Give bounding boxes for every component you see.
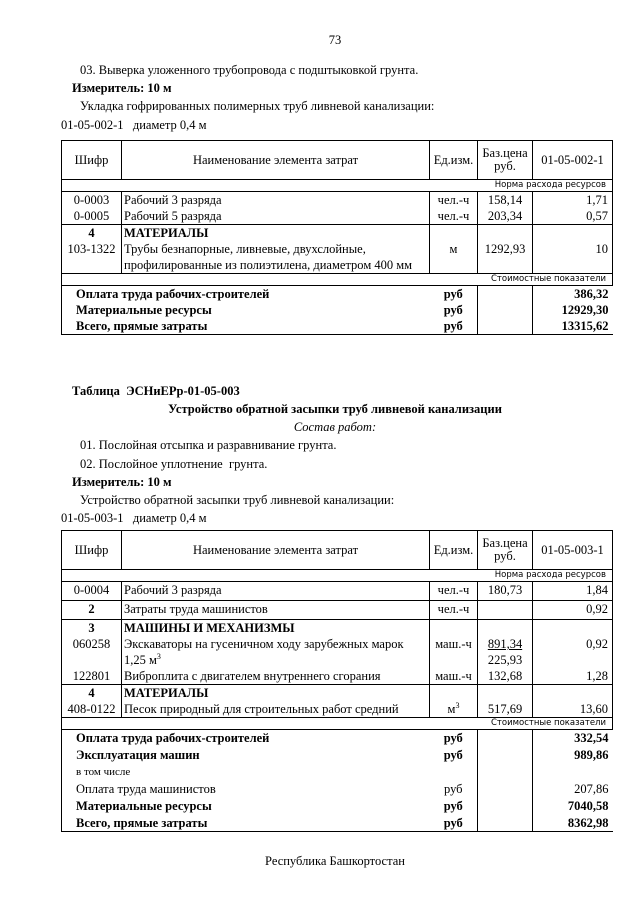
cell-name: Виброплита с двигателем внутреннего сгорания <box>124 669 381 683</box>
header-name: Наименование элемента затрат <box>122 141 430 180</box>
cell-code: 103-1322 <box>67 242 116 256</box>
cell-unit: чел.-ч <box>430 208 478 225</box>
cell-name: Затраты труда машинистов <box>122 601 430 620</box>
total-label: Оплата труда рабочих-строителей <box>62 286 430 303</box>
cell-price: 517,69 <box>487 702 523 716</box>
cell-price-wage: 225,93 <box>487 653 523 667</box>
total-label: Материальные ресурсы <box>62 302 430 318</box>
total-value: 989,86 <box>574 747 609 762</box>
table-row <box>62 192 613 209</box>
work-item: 02. Послойное уплотнение грунта. <box>80 457 268 471</box>
cell-code: 0-0004 <box>62 582 122 601</box>
cell-name: Экскаваторы на гусеничном ходу зарубежных марок 1,25 м <box>124 637 404 667</box>
cell-unit: м <box>430 225 478 274</box>
total-unit: руб <box>443 781 463 796</box>
section-subheading: Состав работ: <box>293 420 377 434</box>
total-unit: руб <box>430 815 478 832</box>
group-name: МАТЕРИАЛЫ <box>124 686 209 700</box>
cell-name: Песок природный для строительных работ средний <box>124 702 399 716</box>
table-header <box>62 141 613 180</box>
code-line: 01-05-003-1 диаметр 0,4 м <box>61 511 207 525</box>
group-name: МАТЕРИАЛЫ <box>124 226 209 240</box>
meter: Измеритель: 10 м <box>72 81 172 95</box>
cell-code: 060258 <box>72 637 111 651</box>
total-value: 7040,58 <box>567 798 609 813</box>
cell-unit: чел.-ч <box>430 601 478 620</box>
work-item: 03. Выверка уложенного трубопровода с подштыковкой грунта. <box>80 63 419 77</box>
total-row <box>62 302 613 318</box>
total-row <box>62 764 613 781</box>
total-unit: руб <box>443 303 463 317</box>
total-unit: руб <box>443 747 463 762</box>
description: Устройство обратной засыпки труб ливневой канализации: <box>80 493 395 507</box>
cell-unit: маш.-ч <box>435 669 472 683</box>
total-label: в том числе <box>62 764 430 781</box>
code-line: 01-05-002-1 диаметр 0,4 м <box>61 118 207 132</box>
header-value: 01-05-003-1 <box>533 531 613 570</box>
total-value: 8362,98 <box>533 815 613 832</box>
cell-value: 1,84 <box>533 582 613 601</box>
group-code: 3 <box>88 621 95 635</box>
total-value: 207,86 <box>574 781 609 796</box>
total-value: 332,54 <box>574 731 609 745</box>
total-row <box>62 286 613 303</box>
total-value: 13315,62 <box>533 318 613 335</box>
cell-value: 0,92 <box>586 637 608 651</box>
total-label: Всего, прямые затраты <box>62 318 430 335</box>
total-row <box>62 781 613 798</box>
group-code: 4 <box>88 686 95 700</box>
total-value: 386,32 <box>574 287 609 301</box>
header-value: 01-05-002-1 <box>533 141 613 180</box>
cell-code: 0-0003 <box>62 192 122 209</box>
cell-name: Рабочий 3 разряда <box>122 582 430 601</box>
total-unit: руб <box>443 731 463 745</box>
work-item: 01. Послойная отсыпка и разравнивание грунта. <box>80 438 337 452</box>
cell-name: Трубы безнапорные, ливневые, двухслойные, профилированные из полиэтилена, диаметром 400 мм <box>124 242 413 272</box>
total-unit: руб <box>443 798 463 813</box>
header-code: Шифр <box>62 141 122 180</box>
cell-price: 132,68 <box>487 669 523 683</box>
total-unit: руб <box>443 287 463 301</box>
header-price: Баз.цена руб. <box>478 531 533 570</box>
total-label: Всего, прямые затраты <box>62 815 430 832</box>
cost-label: Стоимостные показатели <box>62 274 613 286</box>
superscript-3: 3 <box>455 700 460 710</box>
cell-unit: м <box>447 702 456 716</box>
cell-price: 1292,93 <box>478 225 533 274</box>
section-heading: Устройство обратной засыпки труб ливневой канализации <box>168 402 502 416</box>
resource-table-1 <box>61 140 613 335</box>
cell-price: 203,34 <box>478 208 533 225</box>
table-row <box>62 582 613 601</box>
total-row <box>62 730 613 747</box>
group-code: 4 <box>88 226 95 240</box>
cell-value: 1,71 <box>533 192 613 209</box>
table-row-materials <box>62 685 613 718</box>
cell-name: Рабочий 3 разряда <box>122 192 430 209</box>
total-row <box>62 798 613 815</box>
cell-value: 10 <box>533 225 613 274</box>
resource-table-2 <box>61 530 613 832</box>
header-name: Наименование элемента затрат <box>122 531 430 570</box>
cell-unit: чел.-ч <box>430 192 478 209</box>
cell-code: 408-0122 <box>67 702 116 716</box>
cell-code: 2 <box>62 601 122 620</box>
cell-value: 0,57 <box>533 208 613 225</box>
header-code: Шифр <box>62 531 122 570</box>
cell-code: 0-0005 <box>62 208 122 225</box>
table-row-machines <box>62 620 613 685</box>
cell-value: 13,60 <box>579 702 608 716</box>
total-row <box>62 747 613 764</box>
page-number: 73 <box>328 33 342 47</box>
total-label: Оплата труда рабочих-строителей <box>62 730 430 747</box>
cell-name: Рабочий 5 разряда <box>122 208 430 225</box>
table-row <box>62 208 613 225</box>
table-title: Таблица ЭСНиЕРр-01-05-003 <box>72 384 240 398</box>
cell-value: 1,28 <box>586 669 608 683</box>
total-row <box>62 815 613 832</box>
norma-label: Норма расхода ресурсов <box>62 570 613 582</box>
total-label: Материальные ресурсы <box>62 798 430 815</box>
cost-label: Стоимостные показатели <box>62 718 613 730</box>
description: Укладка гофрированных полимерных труб ливневой канализации: <box>80 99 435 113</box>
total-label: Эксплуатация машин <box>62 747 430 764</box>
cell-price: 158,14 <box>478 192 533 209</box>
total-label: Оплата труда машинистов <box>62 781 430 798</box>
table-row <box>62 601 613 620</box>
meter: Измеритель: 10 м <box>72 475 172 489</box>
footer: Республика Башкортостан <box>265 854 405 868</box>
cell-unit: маш.-ч <box>435 637 472 651</box>
cell-value: 0,92 <box>533 601 613 620</box>
cell-price: 180,73 <box>478 582 533 601</box>
group-name: МАШИНЫ И МЕХАНИЗМЫ <box>124 621 295 635</box>
norma-label: Норма расхода ресурсов <box>62 180 613 192</box>
total-row <box>62 318 613 335</box>
superscript-3: 3 <box>156 651 161 661</box>
cell-price: 891,34 <box>487 637 523 651</box>
cell-unit: чел.-ч <box>430 582 478 601</box>
header-price: Баз.цена руб. <box>478 141 533 180</box>
cell-code: 122801 <box>72 669 111 683</box>
table-row-materials <box>62 225 613 274</box>
total-unit: руб <box>430 318 478 335</box>
header-unit: Ед.изм. <box>430 141 478 180</box>
header-unit: Ед.изм. <box>430 531 478 570</box>
total-value: 12929,30 <box>561 303 609 317</box>
table-header <box>62 531 613 570</box>
